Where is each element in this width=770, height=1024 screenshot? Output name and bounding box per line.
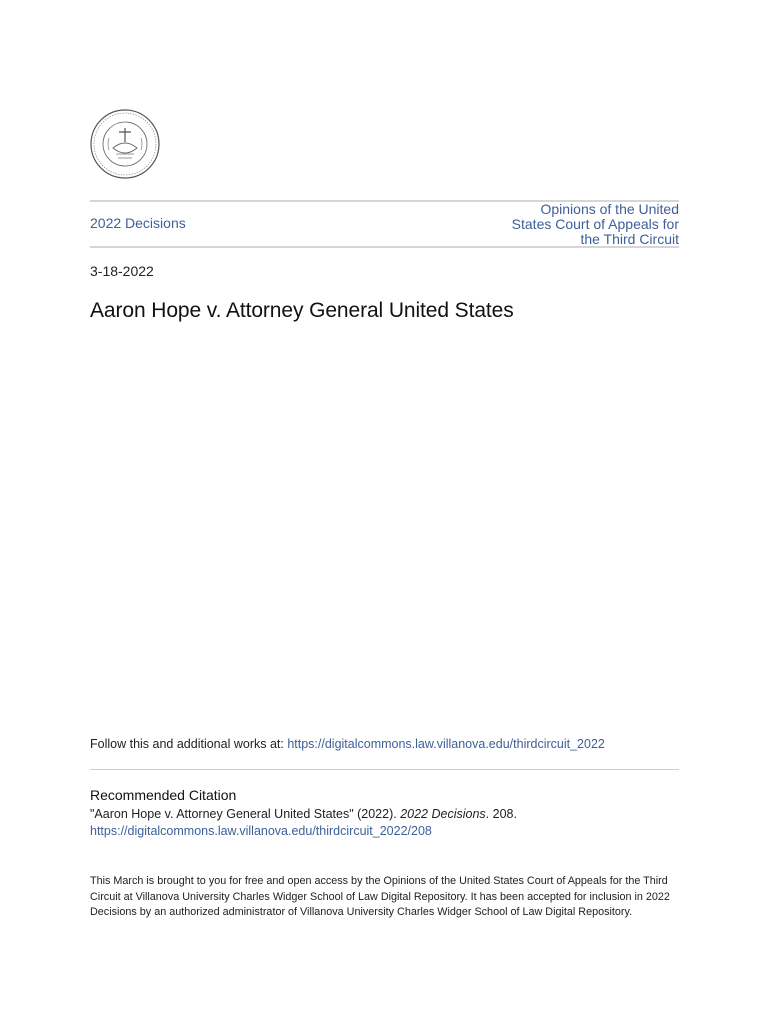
collection-link[interactable]: Opinions of the United States Court of Appeals for the Third Circuit [511, 201, 679, 247]
citation-text [90, 807, 517, 821]
citation-text-suffix: . 208. [485, 807, 517, 821]
header-bottom-rule [90, 246, 679, 248]
access-notice: This March is brought to you for free and open access by the Opinions of the United States Court of Appeals for the Third Circuit at Villanova University Charles Widger School of Law Digital Repository. It has been accepted for inclusion in 2022 Decisions by an authorized administrator of Villanova University Charles Widger School of Law Digital Repository. [90, 875, 670, 918]
follow-prefix: Follow this and additional works at: [90, 737, 288, 751]
follow-line [90, 737, 605, 751]
citation-heading: Recommended Citation [90, 787, 237, 803]
series-link[interactable]: 2022 Decisions [90, 215, 186, 231]
document-date: 3-18-2022 [90, 263, 154, 279]
follow-url-link[interactable]: https://digitalcommons.law.villanova.edu/thirdcircuit_2022 [287, 737, 605, 751]
document-title: Aaron Hope v. Attorney General United States [90, 299, 514, 322]
citation-series: 2022 Decisions [400, 807, 486, 821]
university-seal-icon [89, 108, 161, 180]
citation-url-link[interactable]: https://digitalcommons.law.villanova.edu/thirdcircuit_2022/208 [90, 824, 432, 838]
citation-rule [90, 769, 679, 770]
citation-text-prefix: "Aaron Hope v. Attorney General United States" (2022). [90, 807, 401, 821]
